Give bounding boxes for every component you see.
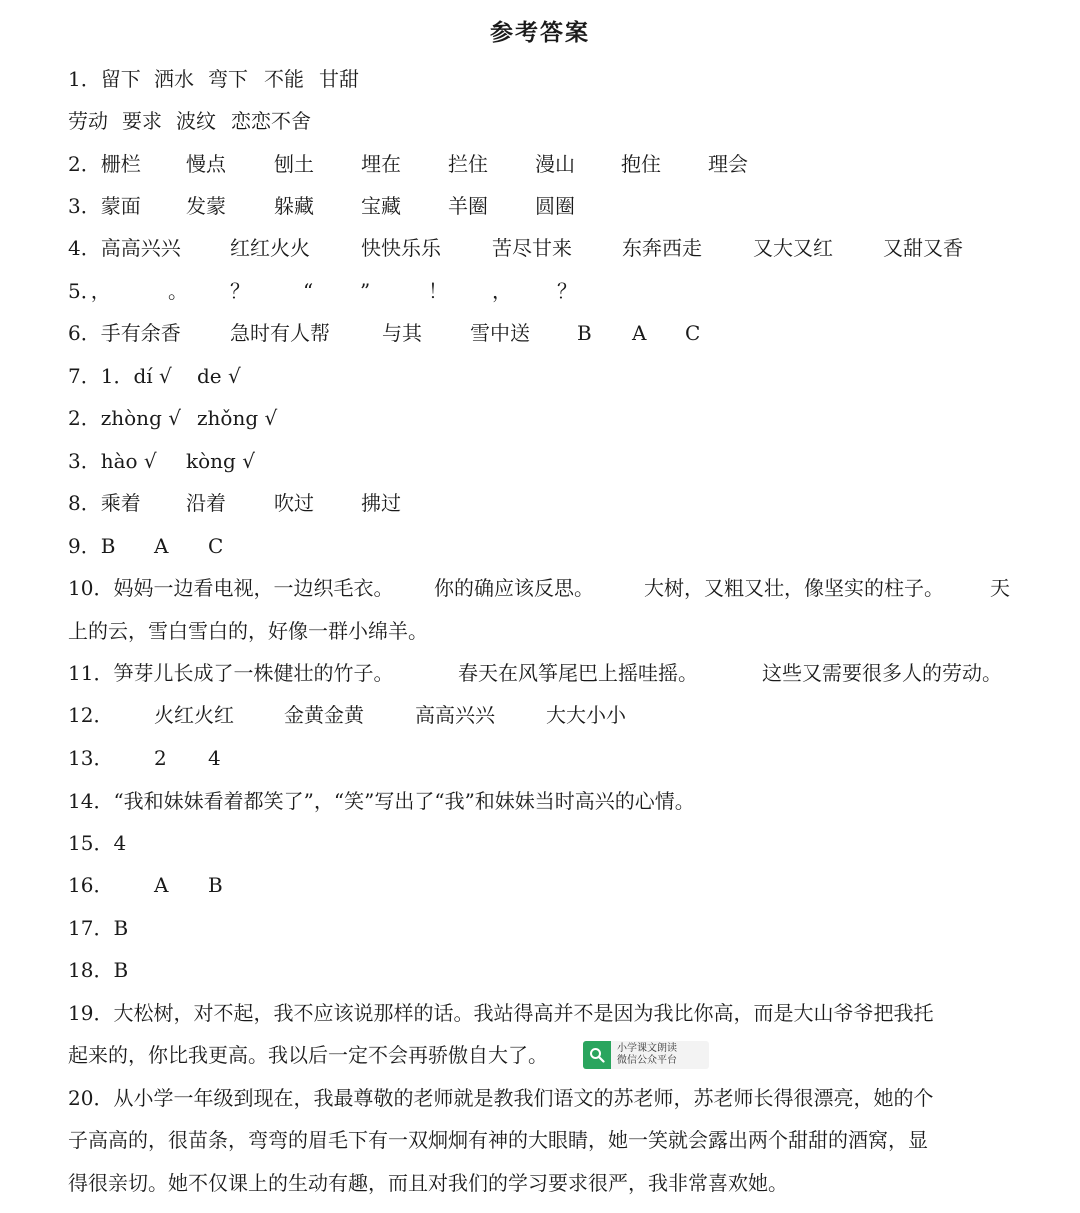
answer-item: 9．B [68,534,116,558]
answer-item: 12． [68,703,114,727]
answer-12 [68,700,1018,730]
answer-item: 慢点 [186,152,226,176]
answer-15 [68,828,1018,858]
answer-7-line-3 [68,446,1018,476]
answer-item: 恋恋不舍 [231,109,311,133]
answer-item: 甘甜 [319,67,359,91]
answer-item: 躲藏 [274,194,314,218]
answer-item: 8．乘着 [68,491,141,515]
answer-item: ？ [230,279,250,303]
answer-20-line-1 [68,1083,1018,1113]
answer-17 [68,913,1018,943]
answer-item: C [208,534,224,558]
answer-2 [68,149,1018,179]
answer-item: 起来的，你比我更高。我以后一定不会再骄傲自大了。 [68,1043,548,1067]
answer-item: 。 [168,279,188,303]
answer-item: A [154,873,169,897]
answer-item: 与其 [382,321,422,345]
answer-item: 天 [990,576,1010,600]
answer-item: 3．hào √ [68,449,157,473]
answer-5 [68,276,1018,306]
answer-item: 金黄金黄 [284,703,364,727]
answer-item: 19．大松树，对不起，我不应该说那样的话。我站得高并不是因为我比你高，而是大山爷爷把我托 [68,1001,934,1025]
answer-item: ？ [557,279,577,303]
answer-item: 快快乐乐 [361,236,441,260]
search-icon [583,1041,611,1069]
answer-item: 10．妈妈一边看电视，一边织毛衣。 [68,576,394,600]
answer-item: 3．蒙面 [68,194,141,218]
answer-10-line-2 [68,616,1018,646]
answer-item: 2．zhòng √ [68,406,181,430]
answer-item: 16． [68,873,114,897]
answer-8 [68,488,1018,518]
answer-item: 7．1．dí √ [68,364,172,388]
answer-item: 高高兴兴 [415,703,495,727]
answer-19-line-1 [68,998,1018,1028]
answer-item: zhǒng √ [197,406,278,430]
answer-item: 要求 [122,109,162,133]
answer-item: 吹过 [274,491,314,515]
answer-item: de √ [197,364,241,388]
answer-1-line-1 [68,64,1018,94]
answer-14 [68,786,1018,816]
answer-item: 洒水 [154,67,194,91]
answer-item: 又甜又香 [883,236,963,260]
answer-6 [68,318,1018,348]
watermark-line-1: 小学课文朗读 [617,1043,677,1054]
answer-item: 宝藏 [361,194,401,218]
answer-18 [68,955,1018,985]
answer-item: 弯下 [208,67,248,91]
answer-item: 大树，又粗又壮，像坚实的柱子。 [644,576,944,600]
answer-item: 不能 [264,67,304,91]
answer-item: C [685,321,701,345]
page-title: 参考答案 [490,20,590,46]
answer-item: 这些又需要很多人的劳动。 [762,661,1002,685]
answer-item: 13． [68,746,114,770]
answer-item: 雪中送 [470,321,530,345]
answer-item: 14．“我和妹妹看着都笑了”，“笑”写出了“我”和妹妹当时高兴的心情。 [68,789,695,813]
answer-item: 4 [208,746,221,770]
answer-item: 漫山 [535,152,575,176]
answer-1-line-2 [68,106,1018,136]
answer-16 [68,870,1018,900]
answer-item: 羊圈 [448,194,488,218]
answer-item: 苦尽甘来 [492,236,572,260]
answer-item: 红红火火 [230,236,310,260]
answer-item: 上的云，雪白雪白的，好像一群小绵羊。 [68,619,428,643]
answer-item: 18．B [68,958,129,982]
answer-item: ， [492,279,512,303]
watermark-badge [583,1041,709,1069]
answer-item: ” [360,279,371,303]
answer-item: 2 [154,746,167,770]
answer-item: 拂过 [361,491,401,515]
answer-11 [68,658,1018,688]
answer-item: B [577,321,592,345]
watermark-text [617,1043,677,1067]
answer-13 [68,743,1018,773]
answer-item: 4．高高兴兴 [68,236,181,260]
answer-item: 15．4 [68,831,127,855]
answer-item: 17．B [68,916,129,940]
answer-item: 1．留下 [68,67,141,91]
answer-item: 东奔西走 [622,236,702,260]
answer-20-line-3 [68,1168,1018,1198]
answer-item: 你的确应该反思。 [434,576,594,600]
answer-9 [68,531,1018,561]
answer-item: “ [303,279,314,303]
answer-item: 5．， [68,279,111,303]
answer-4 [68,233,1018,263]
answer-3 [68,191,1018,221]
answer-item: 劳动 [68,109,108,133]
answer-7-line-1 [68,361,1018,391]
answer-item: 20．从小学一年级到现在，我最尊敬的老师就是教我们语文的苏老师，苏老师长得很漂亮，她的个 [68,1086,934,1110]
answer-item: A [154,534,169,558]
answer-item: 埋在 [361,152,401,176]
answer-item: kòng √ [186,449,255,473]
watermark-line-2: 微信公众平台 [617,1055,677,1066]
answer-19-line-2 [68,1040,1018,1070]
answer-item: 急时有人帮 [230,321,330,345]
answer-item: 发蒙 [186,194,226,218]
answer-item: A [632,321,647,345]
answer-item: 沿着 [186,491,226,515]
answer-10-line-1 [68,573,1018,603]
answer-item: 理会 [708,152,748,176]
answer-item: 抱住 [621,152,661,176]
answer-item: 圆圈 [535,194,575,218]
answer-item: 6．手有余香 [68,321,181,345]
answer-item: 春天在风筝尾巴上摇哇摇。 [458,661,698,685]
answer-item: 得很亲切。她不仅课上的生动有趣，而且对我们的学习要求很严，我非常喜欢她。 [68,1171,788,1195]
answer-item: 2．栅栏 [68,152,141,176]
answer-item: 子高高的，很苗条，弯弯的眉毛下有一双炯炯有神的大眼睛，她一笑就会露出两个甜甜的酒窝，显 [68,1128,928,1152]
answer-20-line-2 [68,1125,1018,1155]
answer-7-line-2 [68,403,1018,433]
answer-item: 11．笋芽儿长成了一株健壮的竹子。 [68,661,394,685]
answer-item: 又大又红 [753,236,833,260]
answer-item: 波纹 [176,109,216,133]
answer-item: 火红火红 [154,703,234,727]
answer-item: 拦住 [448,152,488,176]
answer-item: 大大小小 [546,703,626,727]
answer-item: B [208,873,223,897]
answer-item: ！ [428,279,448,303]
answer-item: 刨土 [274,152,314,176]
